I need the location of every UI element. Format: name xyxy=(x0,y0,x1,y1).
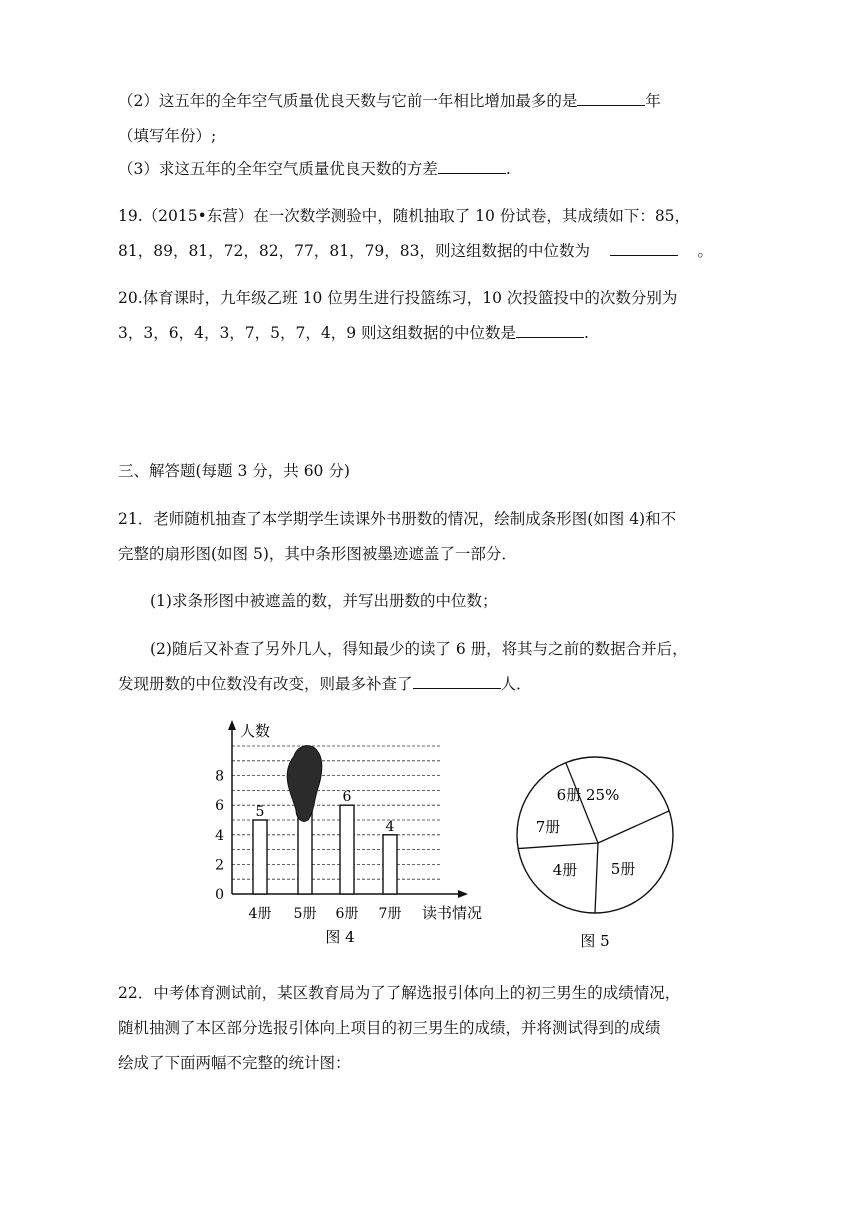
q22-line3: 绘成了下面两幅不完整的统计图： xyxy=(118,1054,351,1072)
pie-label-4ce: 4册 xyxy=(552,861,578,879)
answer-blank xyxy=(413,674,501,689)
pie-label-5ce: 5册 xyxy=(610,860,636,878)
figure-5-caption: 图 5 xyxy=(580,932,610,950)
ink-blot xyxy=(287,746,322,822)
q18-part3-line: （3）求这五年的全年空气质量优良天数的方差 . xyxy=(118,160,511,178)
bar-3 xyxy=(340,805,354,894)
q20-line2: 3，3，6，4，3，7，5，7，4，9 则这组数据的中位数是 . xyxy=(118,324,589,342)
bar-1 xyxy=(253,820,267,894)
bar-data-label: 4 xyxy=(385,818,395,835)
x-axis-arrow-icon xyxy=(458,890,468,898)
q19-line1: 19.（2015•东营）在一次数学测验中，随机抽取了 10 份试卷，其成绩如下：85， xyxy=(118,207,691,225)
bar-data-label: 5 xyxy=(255,804,265,820)
q21-sub1: (1)求条形图中被遮盖的数，并写出册数的中位数； xyxy=(150,592,498,610)
section-heading: 三、解答题(每题 3 分，共 60 分) xyxy=(118,462,350,480)
answer-blank xyxy=(577,91,645,106)
pie-label-7ce: 7册 xyxy=(535,818,561,836)
answer-blank xyxy=(610,241,678,256)
q22-line1: 22．中考体育测试前，某区教育局为了了解选报引体向上的初三男生的成绩情况， xyxy=(118,984,681,1002)
y-tick-label: 4 xyxy=(215,827,224,844)
q21-line2: 完整的扇形图(如图 5)，其中条形图被墨迹遮盖了一部分． xyxy=(118,545,517,563)
q21-line1: 21．老师随机抽查了本学期学生读课外书册数的情况，绘制成条形图(如图 4)和不 xyxy=(118,510,677,528)
figure-4-caption: 图 4 xyxy=(325,928,355,946)
x-tick-label: 6册 xyxy=(335,906,359,922)
q22-line2: 随机抽测了本区部分选报引体向上项目的初三男生的成绩，并将测试得到的成绩 xyxy=(118,1019,661,1037)
x-axis-label: 读书情况 xyxy=(422,904,483,922)
y-tick-label: 8 xyxy=(215,768,224,785)
bar-data-label: 6 xyxy=(342,789,352,806)
pie-chart-figure-5 xyxy=(510,750,680,950)
q18-part2-line: （2）这五年的全年空气质量优良天数与它前一年相比增加最多的是 年 xyxy=(118,92,661,110)
y-tick-label: 2 xyxy=(215,857,224,874)
q20-line1: 20.体育课时，九年级乙班 10 位男生进行投篮练习，10 次投篮投中的次数分别为 xyxy=(118,289,678,307)
bar-chart-figure-4 xyxy=(210,718,510,950)
y-axis-label: 人数 xyxy=(240,722,271,740)
q21-sub2-line1: (2)随后又补查了另外几人，得知最少的读了 6 册，将其与之前的数据合并后， xyxy=(150,640,688,658)
q19-line2: 81，89，81，72，82，77，81，79，83，则这组数据的中位数为 。 xyxy=(118,242,713,260)
answer-blank xyxy=(438,159,506,174)
y-tick-label: 6 xyxy=(215,798,224,815)
answer-blank xyxy=(516,323,584,338)
q18-part2-note: （填写年份）; xyxy=(118,127,217,145)
pie-label-6ce: 6册 25% xyxy=(556,786,620,804)
y-tick-label: 0 xyxy=(215,887,224,903)
bar-4 xyxy=(383,835,397,894)
x-tick-label: 5册 xyxy=(293,906,317,922)
x-tick-label: 7册 xyxy=(378,906,402,922)
y-axis-arrow-icon xyxy=(228,720,236,730)
x-tick-label: 4册 xyxy=(248,906,272,922)
q21-sub2-line2: 发现册数的中位数没有改变，则最多补查了 人． xyxy=(118,675,532,693)
